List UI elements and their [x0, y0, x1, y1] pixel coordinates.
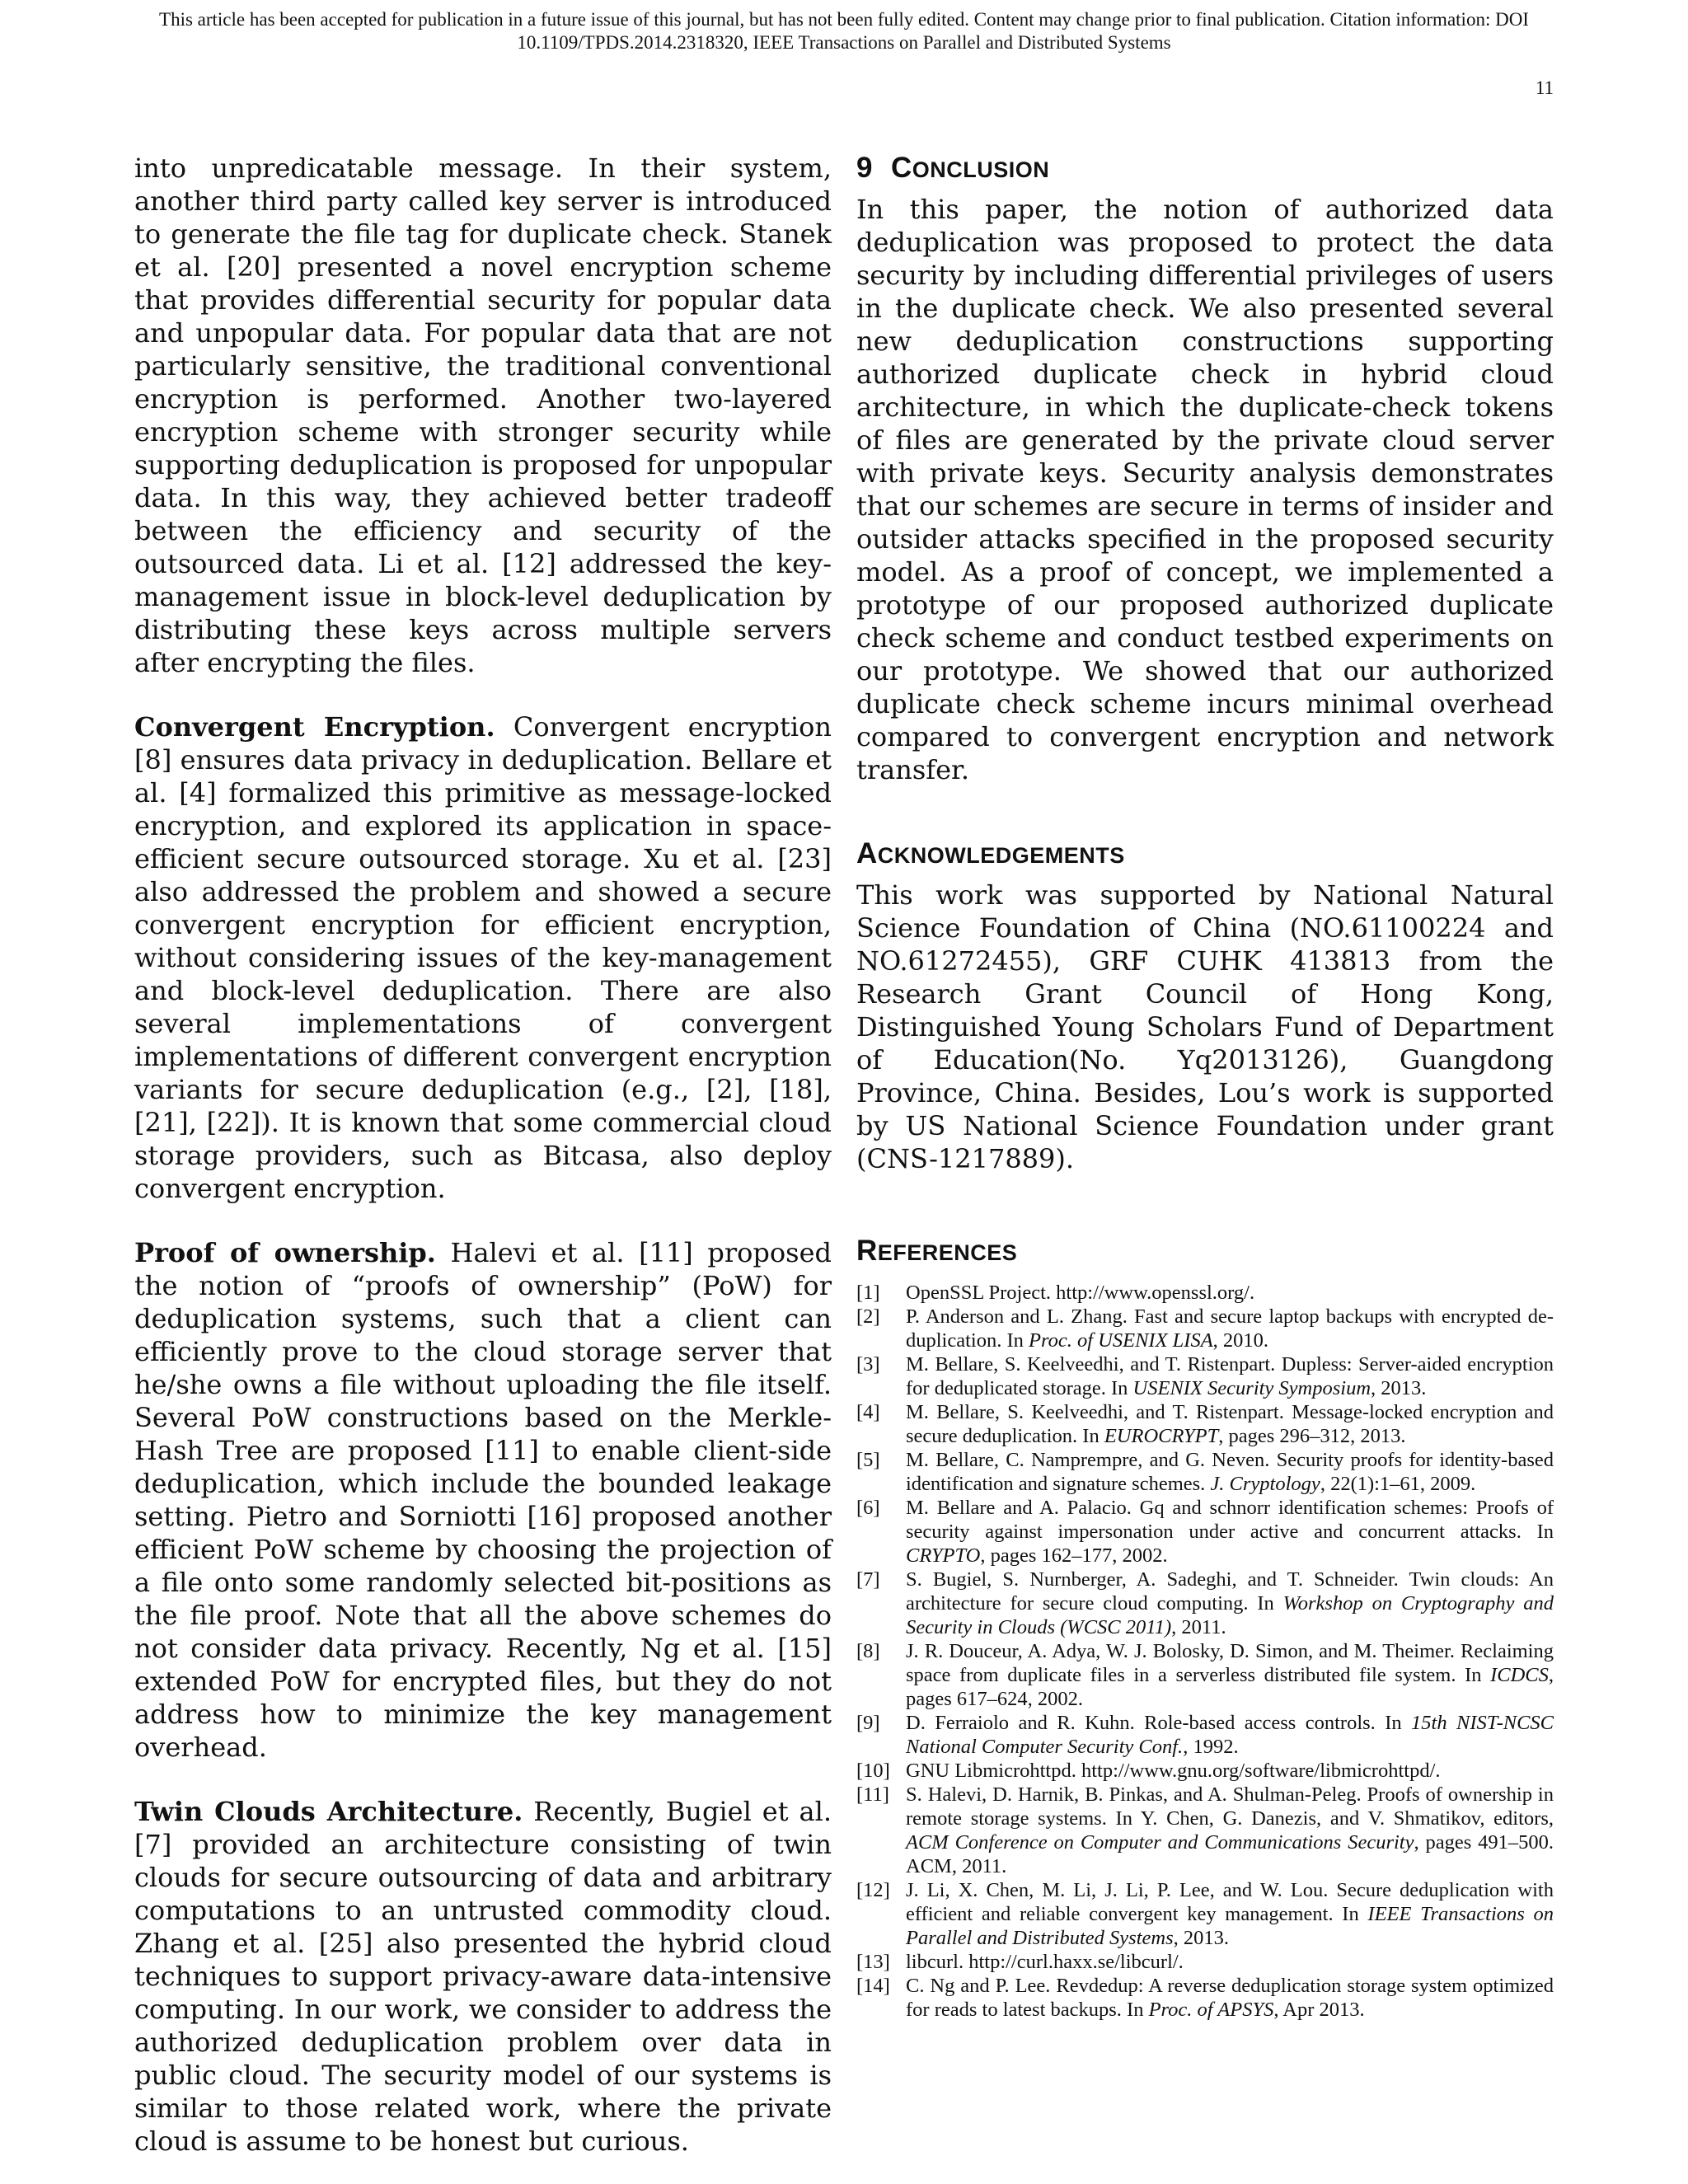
reference-list	[856, 1281, 1554, 2022]
reference-item: [1] OpenSSL Project. http://www.openssl.org/.	[856, 1282, 1255, 1304]
twin-clouds-text: Recently, Bugiel et al. [7] provided an architecture consisting of twin clouds for secure outsourcing of data and arbitrary computations to an untrusted commodity cloud. Zhang et al. [25] also presented the hybrid cloud techniques to support privacy-aware data-intensive computing. In our work, we consider to address the authorized deduplication problem over data in public cloud. The security model of our systems is similar to those related work, where the private cloud is assume to be honest but curious.	[134, 1796, 832, 2157]
reference-item: [2] P. Anderson and L. Zhang. Fast and secure laptop backups with encrypted de-duplication. In Proc. of USENIX LISA, 2010.	[856, 1305, 1554, 1352]
references-heading-initial: R	[856, 1235, 878, 1267]
page-number: 11	[1535, 77, 1554, 98]
conclusion-heading-initial: C	[890, 152, 912, 184]
acknowledgements-heading	[856, 837, 1554, 872]
publication-notice-line2: 10.1109/TPDS.2014.2318320, IEEE Transactions on Parallel and Distributed Systems	[517, 32, 1171, 53]
acknowledgements-text: This work was supported by National Natural Science Foundation of China (NO.61100224 and NO.61272455), GRF CUHK 413813 from the Research Grant Council of Hong Kong, Distinguished Young Scholars Fund of Department of Education(No. Yq2013126), Guangdong Province, China. Besides, Lou’s work is supported by US National Science Foundation under grant (CNS-1217889).	[856, 879, 1554, 1174]
related-work-paragraph: into unpredicatable message. In their system, another third party called key server is introduced to generate the file tag for duplicate check. Stanek et al. [20] presented a novel encryption scheme that provides differential security for popular data and unpopular data. For popular data that are not particularly sensitive, the traditional conventional encryption is performed. Another two-layered encryption scheme with stronger security while supporting deduplication is proposed for unpopular data. In this way, they achieved better tradeoff between the efficiency and security of the outsourced data. Li et al. [12] addressed the key-management issue in block-level deduplication by distributing these keys across multiple servers after encrypting the files.	[134, 152, 832, 678]
proof-of-ownership-paragraph	[134, 1236, 832, 1764]
proof-of-ownership-heading: Proof of ownership.	[134, 1237, 436, 1268]
acknowledgements-heading-rest: CKNOWLEDGEMENTS	[877, 843, 1125, 868]
reference-item: [13] libcurl. http://curl.haxx.se/libcurl/.	[856, 1951, 1184, 1973]
reference-item: [7] S. Bugiel, S. Nurnberger, A. Sadeghi, and T. Schneider. Twin clouds: An architecture for secure cloud computing. In Workshop on Cryptography and Security in Clouds (WCSC 2011), 2011.	[856, 1568, 1554, 1638]
conclusion-heading-rest: ONCLUSION	[912, 157, 1050, 182]
reference-item: [10] GNU Libmicrohttpd. http://www.gnu.org/software/libmicrohttpd/.	[856, 1760, 1441, 1782]
reference-item: [9] D. Ferraiolo and R. Kuhn. Role-based access controls. In 15th NIST-NCSC National Computer Security Conf., 1992.	[856, 1712, 1554, 1758]
twin-clouds-paragraph	[134, 1795, 832, 2158]
proof-of-ownership-text: Halevi et al. [11] proposed the notion of “proofs of ownership” (PoW) for deduplication systems, such that a client can efficiently prove to the cloud storage server that he/she owns a file without uploading the file itself. Several PoW constructions based on the Merkle-Hash Tree are proposed [11] to enable client-side deduplication, which include the bounded leakage setting. Pietro and Sorniotti [16] proposed another efficient PoW scheme by choosing the projection of a file onto some randomly selected bit-positions as the file proof. Note that all the above schemes do not consider data privacy. Recently, Ng et al. [15] extended PoW for encrypted files, but they do not address how to minimize the key management overhead.	[134, 1237, 832, 1763]
reference-item: [11] S. Halevi, D. Harnik, B. Pinkas, and A. Shulman-Peleg. Proofs of ownership in remote storage systems. In Y. Chen, G. Danezis, and V. Shmatikov, editors, ACM Conference on Computer and Communications Security, pages 491–500. ACM, 2011.	[856, 1783, 1554, 1877]
conclusion-text: In this paper, the notion of authorized data deduplication was proposed to protect the data security by including differential privileges of users in the duplicate check. We also presented several new deduplication constructions supporting authorized duplicate check in hybrid cloud architecture, in which the duplicate-check tokens of files are generated by the private cloud server with private keys. Security analysis demonstrates that our schemes are secure in terms of insider and outsider attacks specified in the proposed security model. As a proof of concept, we implemented a prototype of our proposed authorized duplicate check scheme and conduct testbed experiments on our prototype. We showed that our authorized duplicate check scheme incurs minimal overhead compared to convergent encryption and network transfer.	[856, 194, 1554, 785]
reference-item: [3] M. Bellare, S. Keelveedhi, and T. Ristenpart. Dupless: Server-aided encryption for deduplicated storage. In USENIX Security Symposium, 2013.	[856, 1353, 1554, 1399]
left-column	[134, 152, 832, 2158]
reference-item: [14] C. Ng and P. Lee. Revdedup: A reverse deduplication storage system optimized for reads to latest backups. In Proc. of APSYS, Apr 2013.	[856, 1975, 1554, 2021]
reference-item: [5] M. Bellare, C. Namprempre, and G. Neven. Security proofs for identity-based identification and signature schemes. J. Cryptology, 22(1):1–61, 2009.	[856, 1449, 1554, 1495]
twin-clouds-heading: Twin Clouds Architecture.	[134, 1796, 523, 1827]
conclusion-section-number: 9	[856, 152, 873, 184]
publication-notice-line1: This article has been accepted for publication in a future issue of this journal, but has not been fully edited. Content may change prior to final publication. Citation information: DOI	[159, 9, 1529, 30]
conclusion-heading	[856, 152, 1554, 186]
reference-item: [4] M. Bellare, S. Keelveedhi, and T. Ristenpart. Message-locked encryption and secure deduplication. In EUROCRYPT, pages 296–312, 2013.	[856, 1401, 1554, 1447]
convergent-encryption-text: Convergent encryption [8] ensures data privacy in deduplication. Bellare et al. [4] formalized this primitive as message-locked encryption, and explored its application in space-efficient secure outsourced storage. Xu et al. [23] also addressed the problem and showed a secure convergent encryption for efficient encryption, without considering issues of the key-management and block-level deduplication. There are also several implementations of convergent implementations of different convergent encryption variants for secure deduplication (e.g., [2], [18], [21], [22]). It is known that some commercial cloud storage providers, such as Bitcasa, also deploy convergent encryption.	[134, 711, 832, 1204]
acknowledgements-heading-initial: A	[856, 837, 878, 869]
reference-item: [12] J. Li, X. Chen, M. Li, J. Li, P. Lee, and W. Lou. Secure deduplication with efficient and reliable convergent key management. In IEEE Transactions on Parallel and Distributed Systems, 2013.	[856, 1879, 1554, 1949]
references-heading	[856, 1235, 1554, 1269]
publication-notice	[0, 8, 1688, 54]
reference-item: [6] M. Bellare and A. Palacio. Gq and schnorr identification schemes: Proofs of security against impersonation under active and concurrent attacks. In CRYPTO, pages 162–177, 2002.	[856, 1497, 1554, 1567]
convergent-encryption-paragraph	[134, 710, 832, 1205]
reference-item: [8] J. R. Douceur, A. Adya, W. J. Bolosky, D. Simon, and M. Theimer. Reclaiming space from duplicate files in a serverless distributed file system. In ICDCS, pages 617–624, 2002.	[856, 1640, 1554, 1710]
convergent-encryption-heading: Convergent Encryption.	[134, 711, 495, 743]
right-column	[856, 152, 1554, 2022]
references-heading-rest: EFERENCES	[877, 1240, 1018, 1265]
